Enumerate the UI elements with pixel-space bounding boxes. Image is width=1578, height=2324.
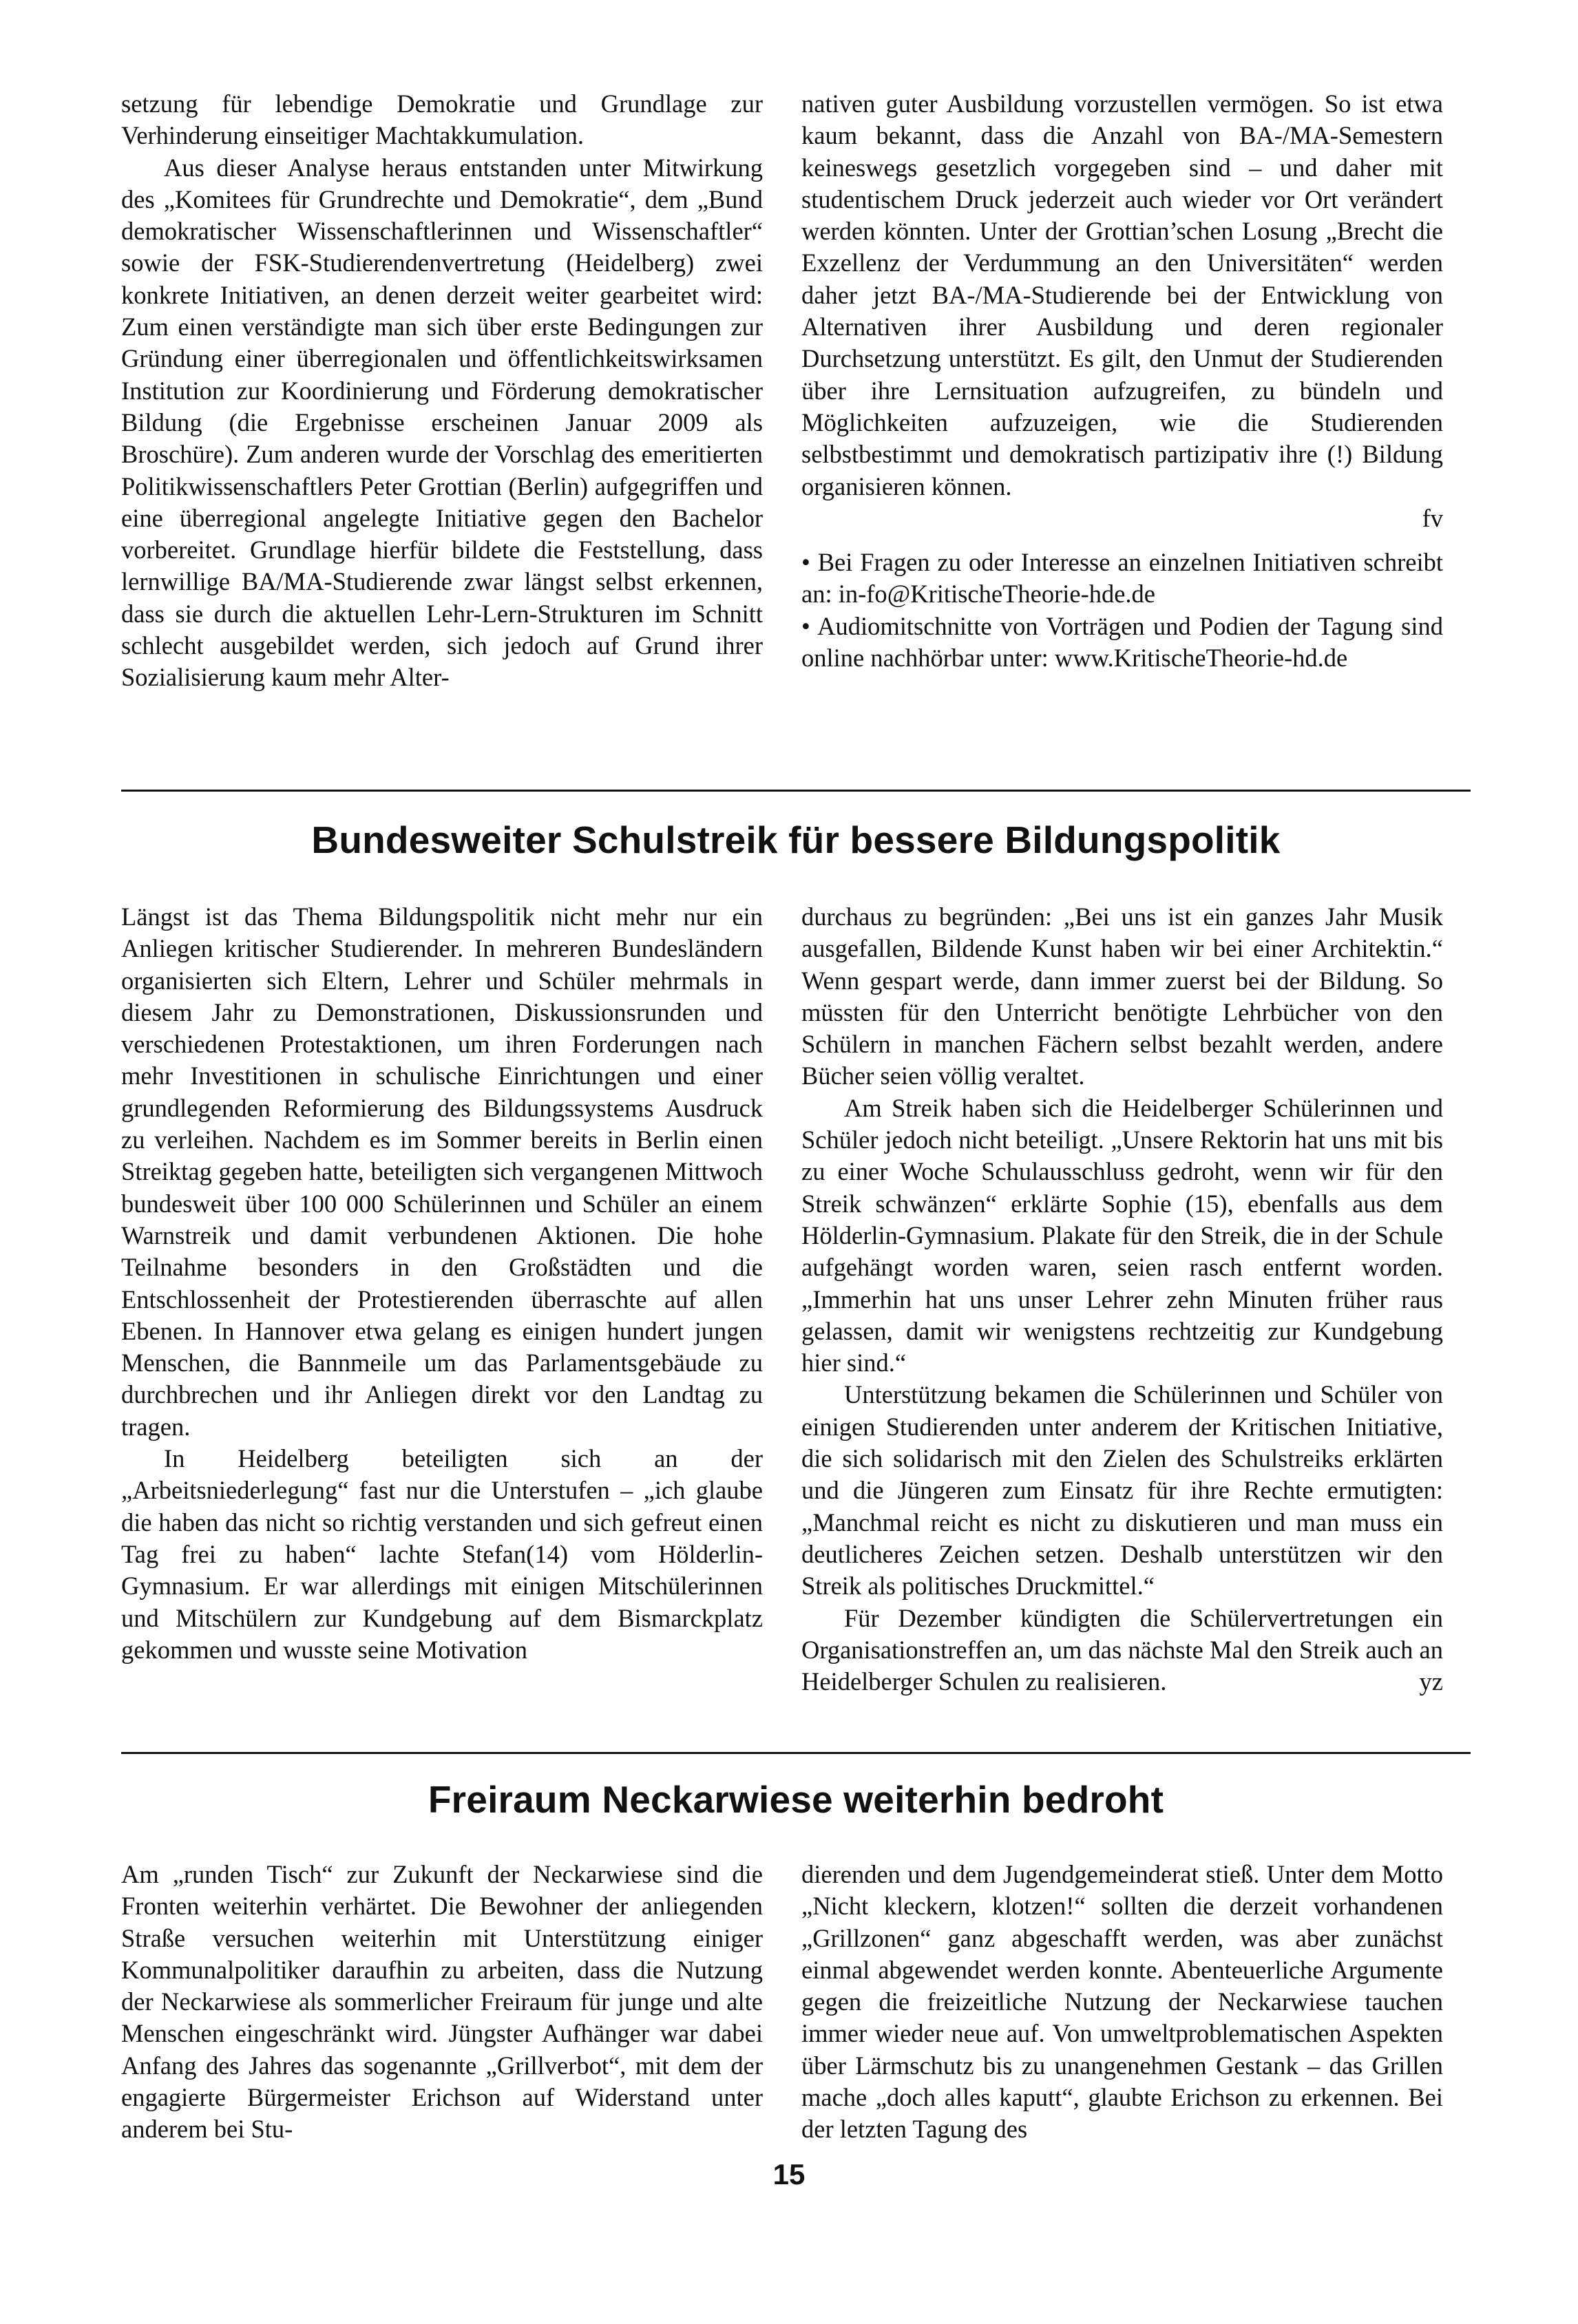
divider-rule-2 [121, 1752, 1471, 1754]
article2-right-paragraph-1: dierenden und dem Jugendgemeinderat stieß. Unter dem Motto „Nicht kleckern, klotzen!“ sollten die derzeit vorhandenen „Grillzonen“ ganz abgeschafft werden, was aber zunächst einmal abgewendet werden konnte. Abenteuerliche Argumente gegen die freizeitliche Nutzung der Neckarwiese tauchen immer wieder neue auf. Von umweltproblematischen Aspekten über Lärmschutz bis zu unangenehmen Gestank – das Grillen mache „doch alles kaputt“, glaubte Erichson zu erkennen. Bei der letzten Tagung des [801, 1860, 1443, 2144]
article2-left-paragraph-1: Am „runden Tisch“ zur Zukunft der Neckarwiese sind die Fronten weiterhin verhärtet. Die Bewohner der anliegenden Straße versuchen weiterhin mit Unterstützung einiger Kommunalpolitiker daraufhin zu arbeiten, dass die Nutzung der Neckarwiese als sommerlicher Freiraum für junge und alte Menschen eingeschränkt wird. Jüngster Aufhänger war dabei Anfang des Jahres das sogenannte „Grillverbot“, mit dem der engagierte Bürgermeister Erichson auf Widerstand unter anderem bei Stu- [121, 1860, 763, 2144]
article1-left-paragraph-1: Längst ist das Thema Bildungspolitik nicht mehr nur ein Anliegen kritischer Studierender. In mehreren Bundesländern organisierten sich Eltern, Lehrer und Schüler mehrmals in diesem Jahr zu Demonstrationen, Diskussionsrunden und verschiedenen Protestaktionen, um ihren Forderungen nach mehr Investitionen in schulische Einrichtungen und einer grundlegenden Reformierung des Bildungssystems Ausdruck zu verleihen. Nachdem es im Sommer bereits in Berlin einen Streiktag gegeben hatte, beteiligten sich vergangenen Mittwoch bundesweit über 100 000 Schülerinnen und Schüler an einem Warnstreik und damit verbundenen Aktionen. Die hohe Teilnahme besonders in den Großstädten und die Entschlossenheit der Protestierenden überraschte auf allen Ebenen. In Hannover etwa gelang es einigen hundert jungen Menschen, die Bannmeile um das Parlamentsgebäude zu durchbrechen und ihr Anliegen direkt vor den Landtag zu tragen. [121, 902, 763, 1441]
page-number: 15 [772, 2158, 806, 2190]
article1-left-paragraph-2: In Heidelberg beteiligten sich an der „Arbeitsniederlegung“ fast nur die Unterstufen – „ich glaube die haben das nicht so richtig verstanden und sich gefreut einen Tag frei zu haben“ lachte Stefan(14) vom Hölderlin-Gymnasium. Er war allerdings mit einigen Mitschülerinnen und Mitschülern zur Kundgebung auf dem Bismarckplatz gekommen und wusste seine Motivation [121, 1444, 763, 1664]
article1-right-paragraph-2: Am Streik haben sich die Heidelberger Schülerinnen und Schüler jedoch nicht beteiligt. „Unsere Rektorin hat uns mit bis zu einer Woche Schulausschluss gedroht, wenn wir für den Streik schwänzen“ erklärte Sophie (15), ebenfalls aus dem Hölderlin-Gymnasium. Plakate für den Streik, die in der Schule aufgehängt worden waren, seien rasch entfernt worden. „Immerhin hat uns unser Lehrer zehn Minuten früher raus gelassen, damit wir wenigstens rechtzeitig zur Kundgebung hier sind.“ [801, 1093, 1443, 1377]
article2-headline: Freiraum Neckarwiese weiterhin bedroht [428, 1778, 1164, 1821]
section1-left-paragraph-2: Aus dieser Analyse heraus entstanden unter Mitwirkung des „Komitees für Grundrechte und Demokratie“, dem „Bund demokratischer Wissenschaftlerinnen und Wissenschaftler“ sowie der FSK-Studierendenvertretung (Heidelberg) zwei konkrete Initiativen, an denen derzeit weiter gearbeitet wird: Zum einen verständigte man sich über erste Bedingungen zur Gründung einer überregionalen und öffentlichkeitswirksamen Institution zur Koordinierung und Förderung demokratischer Bildung (die Ergebnisse erscheinen Januar 2009 als Broschüre). Zum anderen wurde der Vorschlag des emeritierten Politikwissenschaftlers Peter Grottian (Berlin) aufgegriffen und eine überregional angelegte Initiative gegen den Bachelor vorbereitet. Grundlage hierfür bildete die Feststellung, dass lernwillige BA/MA-Studierende zwar längst selbst erkennen, dass sie durch die aktuellen Lehr-Lern-Strukturen im Schnitt schlecht ausgebildet werden, sich jedoch auf Grund ihrer Sozialisierung kaum mehr Alter- [121, 153, 763, 692]
article2-left-column [121, 1859, 763, 2146]
divider-rule-1 [121, 790, 1471, 792]
article1-left-column [121, 901, 763, 1666]
article1-right-paragraph-4: Für Dezember kündigten die Schülervertretungen ein Organisationstreffen an, um das nächste Mal den Streik auch an Heidelberger Schulen zu realisieren. [801, 1603, 1443, 1696]
article1-signature: yz [1419, 1667, 1443, 1696]
section1-note-1: • Bei Fragen zu oder Interesse an einzelnen Initiativen schreibt an: in-fo@KritischeTheorie-hde.de [801, 548, 1443, 609]
section1-left-column [121, 88, 763, 694]
section1-left-paragraph-1: setzung für lebendige Demokratie und Grundlage zur Verhinderung einseitiger Machtakkumulation. [121, 89, 763, 150]
article1-right-column [801, 901, 1443, 1698]
section1-note-2: • Audiomitschnitte von Vorträgen und Podien der Tagung sind online nachhörbar unter: www.KritischeTheorie-hd.de [801, 611, 1443, 673]
section1-signature: fv [1422, 503, 1443, 532]
article2-right-column [801, 1859, 1443, 2146]
article1-right-paragraph-3: Unterstützung bekamen die Schülerinnen und Schüler von einigen Studierenden unter anderem der Kritischen Initiative, die sich solidarisch mit den Zielen des Schulstreiks erklärten und die Jüngeren zum Einsatz für ihre Rechte ermutigten: „Manchmal reicht es nicht zu diskutieren und man muss ein deutlicheres Zeichen setzen. Deshalb unterstützen wir den Streik als politisches Druckmittel.“ [801, 1380, 1443, 1601]
article1-headline: Bundesweiter Schulstreik für bessere Bildungspolitik [311, 818, 1281, 861]
section1-right-column [801, 88, 1443, 674]
section1-right-paragraph-1: nativen guter Ausbildung vorzustellen vermögen. So ist etwa kaum bekannt, dass die Anzahl von BA-/MA-Semestern keineswegs gesetzlich vorgegeben sind – und daher mit studentischem Druck jederzeit auch wieder vor Ort verändert werden könnten. Unter der Grottian’schen Losung „Brecht die Exzellenz der Verdummung an den Universitäten“ werden daher jetzt BA-/MA-Studierende bei der Entwicklung von Alternativen ihrer Ausbildung und deren regionaler Durchsetzung unterstützt. Es gilt, den Unmut der Studierenden über ihre Lernsituation aufzugreifen, zu bündeln und Möglichkeiten aufzuzeigen, wie die Studierenden selbstbestimmt und demokratisch partizipativ ihre (!) Bildung organisieren können. [801, 89, 1443, 500]
article1-right-paragraph-1: durchaus zu begründen: „Bei uns ist ein ganzes Jahr Musik ausgefallen, Bildende Kunst haben wir bei einer Architektin.“ Wenn gespart werde, dann immer zuerst bei der Bildung. So müssten für den Unterricht benötigte Lehrbücher von den Schülern in manchen Fächern selbst bezahlt werden, andere Bücher seien völlig veraltet. [801, 902, 1443, 1090]
